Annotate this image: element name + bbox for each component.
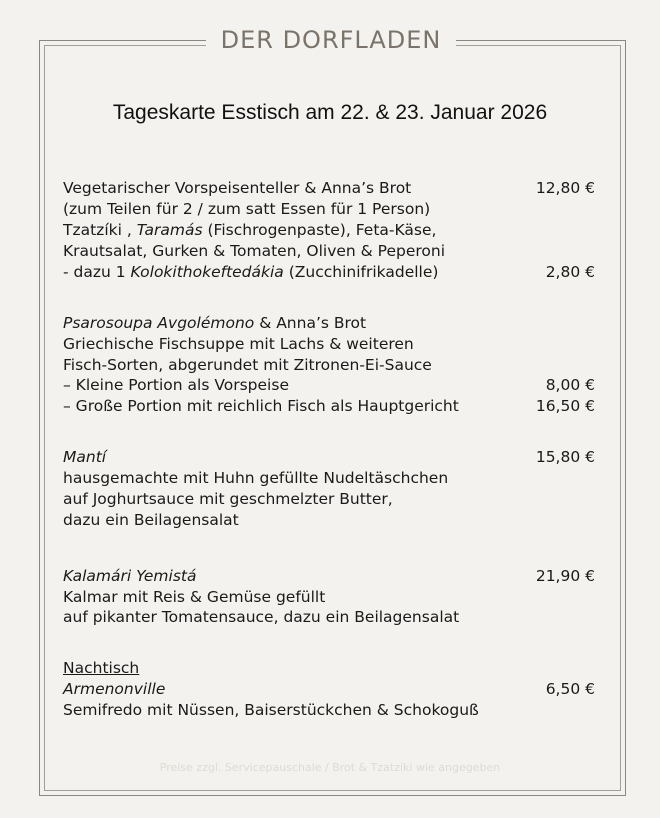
item-3-price: 15,80 € — [535, 448, 595, 466]
item-4-name: Kalamári Yemistá — [63, 567, 197, 585]
item-3-desc-2: auf Joghurtsauce mit geschmelzter Butter, — [63, 490, 393, 508]
item-3-desc-1: hausgemachte mit Huhn gefüllte Nudeltäschchen — [63, 469, 449, 487]
dessert-name: Armenonville — [63, 680, 166, 698]
item-1-desc-1: (zum Teilen für 2 / zum satt Essen für 1 Person) — [63, 200, 431, 218]
item-2-desc-1: Griechische Fischsuppe mit Lachs & weiteren — [63, 335, 414, 353]
item-2-option-small-price: 8,00 € — [545, 376, 595, 394]
item-1-desc-3: Krautsalat, Gurken & Tomaten, Oliven & Peperoni — [63, 242, 446, 260]
item-3-desc-3: dazu ein Beilagensalat — [63, 511, 239, 529]
page-title: Tageskarte Esstisch am 22. & 23. Januar 2026 — [112, 101, 548, 124]
item-1-desc-2: Tzatzíki , Taramás (Fischrogenpaste), Feta-Käse, — [63, 221, 437, 239]
dessert-heading: Nachtisch — [63, 659, 140, 677]
item-2-option-large-price: 16,50 € — [535, 397, 595, 415]
item-4-price: 21,90 € — [535, 567, 595, 585]
item-3-name: Mantí — [63, 448, 107, 466]
item-2-name: Psarosoupa Avgolémono & Anna’s Brot — [63, 314, 367, 332]
dessert-price: 6,50 € — [545, 680, 595, 698]
dessert-desc: Semifredo mit Nüssen, Baiserstückchen & Schokoguß — [63, 701, 479, 719]
item-2-option-small: – Kleine Portion als Vorspeise — [63, 376, 289, 394]
dorfladen-logo: DER DORFLADEN — [220, 26, 442, 54]
item-4-desc-2: auf pikanter Tomatensauce, dazu ein Beilagensalat — [63, 608, 460, 626]
faint-footer-note: Preise zzgl. Servicepauschale / Brot & Tzatziki wie angegeben — [159, 761, 501, 774]
item-1-name: Vegetarischer Vorspeisenteller & Anna’s Brot — [63, 179, 412, 197]
item-2-option-large: – Große Portion mit reichlich Fisch als Hauptgericht — [63, 397, 459, 415]
item-1-addon-price: 2,80 € — [545, 263, 595, 281]
item-2-desc-2: Fisch-Sorten, abgerundet mit Zitronen-Ei-Sauce — [63, 356, 432, 374]
item-1-addon: - dazu 1 Kolokithokeftedákia (Zucchinifrikadelle) — [63, 263, 439, 281]
item-1-price: 12,80 € — [535, 179, 595, 197]
item-4-desc-1: Kalmar mit Reis & Gemüse gefüllt — [63, 588, 326, 606]
